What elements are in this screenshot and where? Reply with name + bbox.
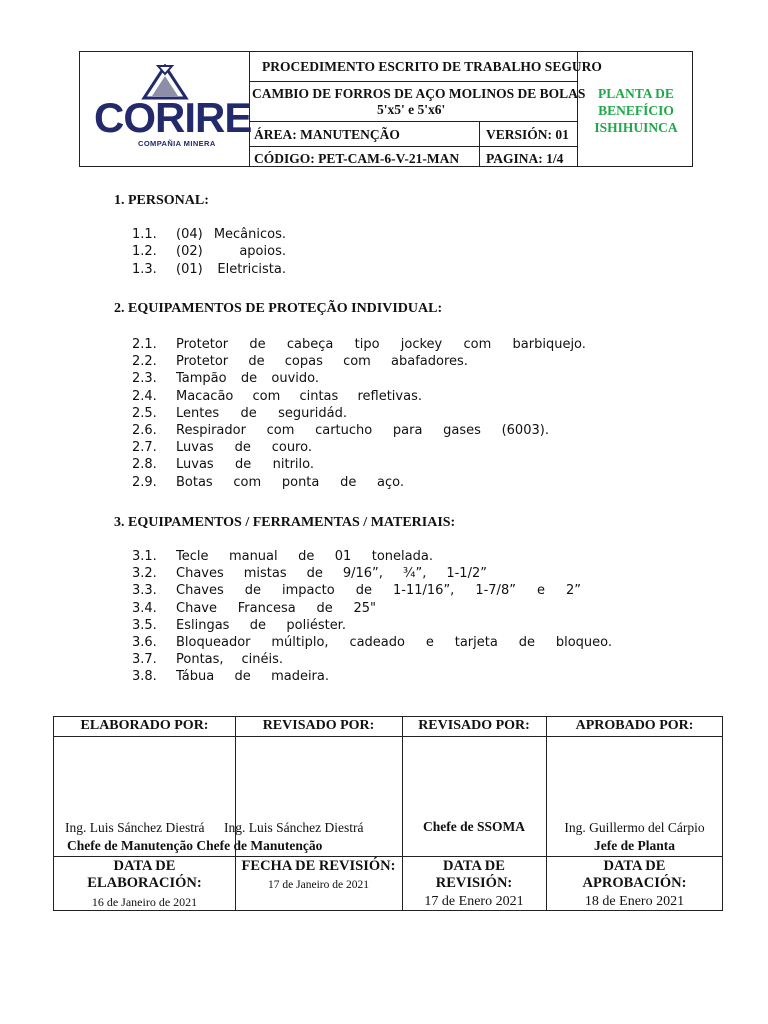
item-word: cintas <box>299 388 339 404</box>
item-word: Chave <box>176 600 217 616</box>
item-number: 1.1. <box>132 227 157 242</box>
item-word: 1-11/16”, <box>393 583 455 599</box>
list-item <box>132 423 549 438</box>
item-word: de <box>235 457 252 473</box>
item-word: Pontas, <box>176 652 224 668</box>
item-text <box>176 475 404 490</box>
item-text <box>176 406 347 421</box>
list-item <box>132 389 422 404</box>
item-word: bloqueo. <box>555 635 612 650</box>
approval-table <box>53 716 723 911</box>
item-word: e <box>425 635 434 650</box>
item-text <box>176 440 312 455</box>
item-word: 25" <box>353 600 376 616</box>
list-item <box>132 354 468 369</box>
revision-date-label: FECHA DE REVISIÓN: <box>241 858 396 874</box>
item-word: de <box>240 371 258 387</box>
item-word: impacto <box>282 583 335 599</box>
list-item <box>132 618 346 633</box>
list-item <box>132 262 286 277</box>
logo-wordmark: CORIRE <box>94 94 252 141</box>
item-word: de <box>340 474 357 490</box>
item-word: de <box>249 617 267 633</box>
item-word: Lentes <box>176 405 220 421</box>
plant-line-1: PLANTA DE <box>598 86 674 101</box>
item-word: de <box>355 583 372 599</box>
item-word: Mecânicos. <box>213 227 286 242</box>
item-text <box>176 337 586 352</box>
item-word: Francesa <box>237 600 296 616</box>
item-word: de <box>234 440 251 456</box>
section-title: 3. EQUIPAMENTOS / FERRAMENTAS / MATERIAIS: <box>114 515 456 530</box>
list-item <box>132 475 404 490</box>
list-item <box>132 652 283 667</box>
item-word: Protetor <box>176 354 229 370</box>
header-table <box>79 51 693 167</box>
revisado-header-1: REVISADO POR: <box>262 718 375 733</box>
item-word: Luvas <box>176 457 214 473</box>
item-number: 3.8. <box>132 669 157 685</box>
item-number: 3.4. <box>132 600 157 616</box>
item-text <box>176 669 329 684</box>
item-word: e <box>536 583 545 599</box>
corire-logo <box>90 64 252 154</box>
item-number: 2.8. <box>132 457 157 473</box>
item-word: ponta <box>281 474 320 490</box>
item-word: Tábua <box>176 669 215 685</box>
item-word: com <box>343 354 371 370</box>
item-word: de <box>234 669 251 685</box>
item-word: Chaves <box>176 566 224 582</box>
section-title: 2. EQUIPAMENTOS DE PROTEÇÃO INDIVIDUAL: <box>114 301 443 316</box>
item-word: refletivas. <box>357 388 422 404</box>
list-item <box>132 406 347 421</box>
elaborado-header: ELABORADO POR: <box>80 718 209 733</box>
manutencao-roles: Chefe de Manutenção Chefe de Manutenção <box>67 838 323 853</box>
item-number: 2.6. <box>132 423 157 438</box>
item-text <box>176 618 346 633</box>
item-word: jockey <box>400 337 443 352</box>
item-text <box>176 652 283 667</box>
label-line: APROBACIÓN: <box>582 875 687 891</box>
item-text <box>176 566 487 581</box>
item-word: 1-1/2” <box>446 566 487 582</box>
item-word: de <box>306 566 323 582</box>
label-line: ELABORACIÓN: <box>87 875 202 891</box>
item-word: tipo <box>354 337 380 352</box>
item-word: 1-7/8” <box>475 583 516 599</box>
aprobado-role: Jefe de Planta <box>594 838 675 853</box>
item-number: 3.1. <box>132 549 157 564</box>
item-word: ouvido. <box>271 371 319 387</box>
list-item <box>132 440 312 455</box>
label-line: DATA DE <box>603 858 666 874</box>
item-number: 3.5. <box>132 617 157 633</box>
revisado-name: Ing. Luis Sánchez Diestrá <box>224 820 364 835</box>
plant-line-2: BENEFÍCIO <box>598 103 674 118</box>
item-word: cabeça <box>286 337 334 352</box>
page-label: PAGINA: 1/4 <box>486 151 564 166</box>
version-label: VERSIÓN: 01 <box>486 127 569 142</box>
elaboracion-date-label <box>54 858 235 892</box>
item-number: 3.7. <box>132 652 157 668</box>
list-item <box>132 457 314 472</box>
list-item <box>132 244 286 259</box>
item-text <box>176 583 581 598</box>
item-number: 3.3. <box>132 583 157 599</box>
item-text <box>176 389 422 404</box>
list-item <box>132 601 376 616</box>
item-number: 1.2. <box>132 244 157 260</box>
item-word: seguridád. <box>278 405 347 421</box>
item-word: Tecle <box>176 549 209 564</box>
item-word: madeira. <box>271 669 329 685</box>
elaboracion-date: 16 de Janeiro de 2021 <box>91 895 198 909</box>
item-word: de <box>240 405 257 421</box>
item-word: aço. <box>377 474 404 490</box>
document-title: PROCEDIMENTO ESCRITO DE TRABALHO SEGURO <box>262 59 602 74</box>
aprobado-header: APROBADO POR: <box>575 718 694 733</box>
item-word: de <box>244 583 262 599</box>
aprobacion-date-label <box>546 858 723 892</box>
item-text <box>176 354 468 369</box>
area-label: ÁREA: MANUTENÇÃO <box>254 127 400 142</box>
list-item <box>132 549 433 564</box>
list-item <box>132 635 612 650</box>
item-word: de <box>249 337 266 352</box>
item-word: com <box>252 388 281 404</box>
item-word: cinéis. <box>241 652 283 668</box>
revision-date: 17 de Janeiro de 2021 <box>268 879 369 891</box>
item-text <box>176 227 286 242</box>
item-word: tarjeta <box>454 635 498 650</box>
item-word: barbiquejo. <box>512 337 586 352</box>
document-subtitle-line2: 5'x5' e 5'x6' <box>377 102 446 117</box>
list-item <box>132 669 329 684</box>
item-word: abafadores. <box>391 354 468 370</box>
item-word: múltiplo, <box>271 635 329 650</box>
list-item <box>132 371 319 386</box>
code-label: CÓDIGO: PET-CAM-6-V-21-MAN <box>254 151 460 166</box>
item-number: 2.9. <box>132 474 157 490</box>
aprobacion-date: 18 de Enero 2021 <box>584 894 685 909</box>
item-number: 3.6. <box>132 635 157 650</box>
item-word: com <box>233 474 262 490</box>
item-word: de <box>298 549 315 564</box>
item-text <box>176 457 314 472</box>
label-line: DATA DE <box>443 858 505 874</box>
item-word: Eslingas <box>176 617 230 633</box>
section-title: 1. PERSONAL: <box>114 193 209 208</box>
item-word: poliéster. <box>286 617 346 633</box>
item-word: cadeado <box>349 635 405 650</box>
item-word: Macacão <box>176 388 234 404</box>
item-word: Eletricista. <box>217 261 286 277</box>
revision-date-2: 17 de Enero 2021 <box>424 894 524 909</box>
label-line: DATA DE <box>113 858 176 874</box>
item-word: ¾”, <box>402 566 427 582</box>
item-word: para <box>392 423 423 438</box>
item-word: cartucho <box>315 423 373 438</box>
item-word: tonelada. <box>371 549 433 564</box>
item-word: Protetor <box>176 337 229 352</box>
aprobado-name: Ing. Guillermo del Cárpio <box>564 820 705 835</box>
list-item <box>132 337 586 352</box>
document-subtitle-line1: CAMBIO DE FORROS DE AÇO MOLINOS DE BOLAS <box>252 86 586 101</box>
label-line: REVISIÓN: <box>435 875 513 891</box>
item-word: (6003). <box>501 423 549 438</box>
item-word: Tampão <box>176 371 227 387</box>
item-text <box>176 262 286 277</box>
item-word: de <box>518 635 535 650</box>
revisado-header-2: REVISADO POR: <box>418 718 530 733</box>
item-number: 2.1. <box>132 337 157 352</box>
item-word: 9/16”, <box>342 566 383 582</box>
list-item <box>132 583 581 598</box>
list-item <box>132 227 286 242</box>
item-word: Respirador <box>176 423 246 438</box>
item-word: couro. <box>271 440 312 456</box>
item-word: (01) <box>176 261 203 277</box>
list-item <box>132 566 487 581</box>
item-word: Chaves <box>176 583 224 599</box>
item-word: de <box>248 354 265 370</box>
item-word: nitrilo. <box>272 457 314 473</box>
item-word: 01 <box>334 549 352 564</box>
item-text <box>176 601 376 616</box>
item-word: (04) <box>176 227 203 242</box>
revision-date-label-2 <box>402 858 546 892</box>
item-word: Bloqueador <box>176 635 251 650</box>
item-text <box>176 244 286 259</box>
item-number: 2.5. <box>132 405 157 421</box>
item-word: 2” <box>565 583 581 599</box>
plant-name <box>580 85 692 136</box>
item-word: copas <box>284 354 323 370</box>
item-text <box>176 423 549 438</box>
item-word: mistas <box>243 566 287 582</box>
item-number: 1.3. <box>132 261 157 277</box>
item-number: 2.2. <box>132 354 157 370</box>
item-word: com <box>463 337 492 352</box>
item-word: de <box>316 600 333 616</box>
item-number: 2.4. <box>132 388 157 404</box>
item-word: com <box>266 423 295 438</box>
item-text <box>176 635 612 650</box>
item-word: manual <box>228 549 278 564</box>
item-word: Luvas <box>176 440 214 456</box>
logo-subtext: COMPAÑIA MINERA <box>138 139 216 148</box>
item-number: 2.7. <box>132 440 157 456</box>
item-word: (02) <box>176 244 203 260</box>
item-word: Botas <box>176 474 213 490</box>
item-number: 2.3. <box>132 371 157 387</box>
item-number: 3.2. <box>132 566 157 582</box>
elaborado-name: Ing. Luis Sánchez Diestrá <box>65 820 205 835</box>
item-text <box>176 549 433 564</box>
item-word: gases <box>443 423 481 438</box>
item-word: apoios. <box>239 244 286 260</box>
item-text <box>176 371 319 386</box>
plant-line-3: ISHIHUINCA <box>594 120 678 135</box>
ssoma-name: Chefe de SSOMA <box>423 819 525 834</box>
